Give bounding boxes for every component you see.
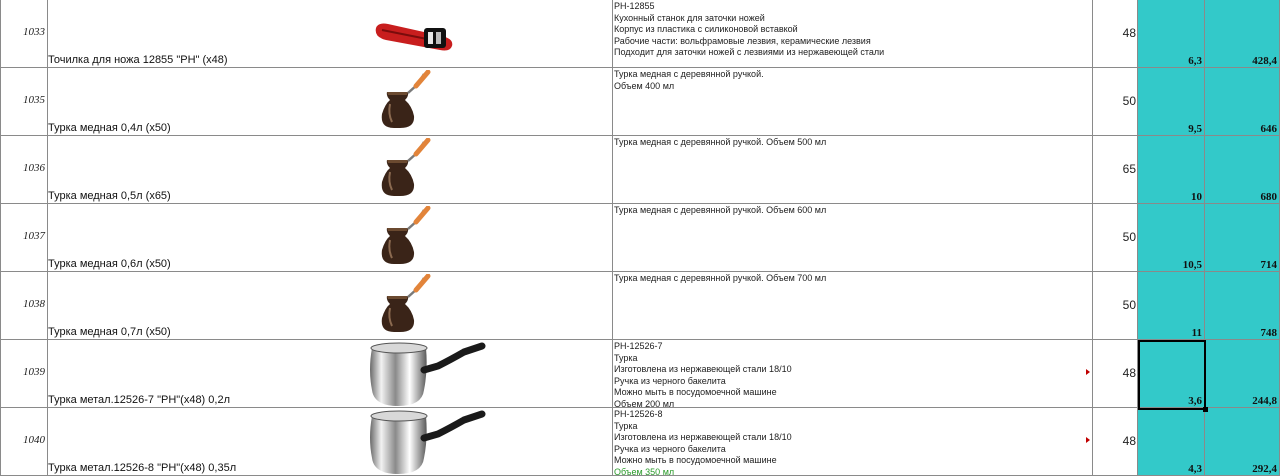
product-name: Точилка для ножа 12855 "РН" (х48) xyxy=(48,54,228,66)
unit-price: 11 xyxy=(1192,327,1202,339)
description-cell[interactable] xyxy=(613,136,1093,204)
quantity-value: 48 xyxy=(1123,366,1136,380)
description-line: РН-12526-8 xyxy=(614,409,1090,421)
total-price-cell[interactable] xyxy=(1205,204,1280,272)
table-row xyxy=(0,136,1280,204)
row-number: 1038 xyxy=(1,298,45,310)
unit-price-cell[interactable] xyxy=(1138,272,1205,340)
product-description xyxy=(614,137,1090,149)
quantity-cell[interactable] xyxy=(1093,68,1138,136)
selected-cell-outline xyxy=(1138,340,1206,410)
product-name: Турка медная 0,7л (х50) xyxy=(48,326,171,338)
total-price: 646 xyxy=(1261,123,1278,135)
product-name-cell[interactable] xyxy=(47,136,613,204)
unit-price: 10,5 xyxy=(1183,259,1202,271)
copper-cezve-image[interactable] xyxy=(372,274,438,338)
description-line: Турка xyxy=(614,353,1090,365)
quantity-cell[interactable] xyxy=(1093,204,1138,272)
comment-indicator-icon[interactable] xyxy=(1086,437,1090,443)
description-line: Корпус из пластика с силиконовой вставкой xyxy=(614,24,1090,36)
total-price-cell[interactable] xyxy=(1205,272,1280,340)
description-line: Турка xyxy=(614,421,1090,433)
description-line: Турка медная с деревянной ручкой. Объем 600 мл xyxy=(614,205,1090,217)
description-line: Объем 400 мл xyxy=(614,81,1090,93)
description-line: Турка медная с деревянной ручкой. xyxy=(614,69,1090,81)
product-name: Турка медная 0,6л (х50) xyxy=(48,258,171,270)
row-number-cell[interactable] xyxy=(0,204,48,272)
row-number: 1036 xyxy=(1,162,45,174)
row-number-cell[interactable] xyxy=(0,340,48,408)
row-number-cell[interactable] xyxy=(0,408,48,476)
quantity-value: 65 xyxy=(1123,162,1136,176)
total-price-cell[interactable] xyxy=(1205,340,1280,408)
quantity-cell[interactable] xyxy=(1093,136,1138,204)
product-description xyxy=(614,69,1090,92)
total-price: 244,8 xyxy=(1252,395,1277,407)
row-number-cell[interactable] xyxy=(0,0,48,68)
row-number: 1035 xyxy=(1,94,45,106)
total-price: 428,4 xyxy=(1252,55,1277,67)
total-price-cell[interactable] xyxy=(1205,136,1280,204)
product-description xyxy=(614,409,1090,476)
description-cell[interactable] xyxy=(613,408,1093,476)
knife-sharpener-image[interactable] xyxy=(372,6,460,68)
quantity-cell[interactable] xyxy=(1093,408,1138,476)
unit-price-cell[interactable] xyxy=(1138,68,1205,136)
description-line: Изготовлена из нержавеющей стали 18/10 xyxy=(614,364,1090,376)
description-cell[interactable] xyxy=(613,204,1093,272)
quantity-cell[interactable] xyxy=(1093,340,1138,408)
product-name-cell[interactable] xyxy=(47,0,613,68)
description-line: Кухонный станок для заточки ножей xyxy=(614,13,1090,25)
description-line: Подходит для заточки ножей с лезвиями из нержавеющей стали xyxy=(614,47,1090,59)
description-line: Объем 200 мл xyxy=(614,399,1090,409)
unit-price: 9,5 xyxy=(1188,123,1202,135)
copper-cezve-image[interactable] xyxy=(372,206,438,270)
quantity-value: 48 xyxy=(1123,26,1136,40)
row-number-cell[interactable] xyxy=(0,68,48,136)
unit-price: 10 xyxy=(1191,191,1202,203)
description-line: Изготовлена из нержавеющей стали 18/10 xyxy=(614,432,1090,444)
table-row xyxy=(0,204,1280,272)
product-name-cell[interactable] xyxy=(47,272,613,340)
total-price-cell[interactable] xyxy=(1205,408,1280,476)
quantity-value: 50 xyxy=(1123,230,1136,244)
product-name-cell[interactable] xyxy=(47,68,613,136)
description-line: Турка медная с деревянной ручкой. Объем 500 мл xyxy=(614,137,1090,149)
description-line: РН-12526-7 xyxy=(614,341,1090,353)
description-line: Рабочие части: вольфрамовые лезвия, керамические лезвия xyxy=(614,36,1090,48)
product-name: Турка метал.12526-7 "РН"(х48) 0,2л xyxy=(48,394,230,406)
fill-handle[interactable] xyxy=(1203,407,1208,412)
product-name-cell[interactable] xyxy=(47,340,613,408)
product-description xyxy=(614,341,1090,408)
row-number: 1037 xyxy=(1,230,45,242)
product-description xyxy=(614,273,1090,285)
unit-price: 4,3 xyxy=(1188,463,1202,475)
unit-price: 6,3 xyxy=(1188,55,1202,67)
row-number-cell[interactable] xyxy=(0,136,48,204)
table-row xyxy=(0,0,1280,68)
description-cell[interactable] xyxy=(613,0,1093,68)
unit-price-cell[interactable] xyxy=(1138,136,1205,204)
product-name: Турка медная 0,4л (х50) xyxy=(48,122,171,134)
product-name: Турка медная 0,5л (х65) xyxy=(48,190,171,202)
description-cell[interactable] xyxy=(613,340,1093,408)
description-line: Объем 350 мл xyxy=(614,467,1090,476)
product-name-cell[interactable] xyxy=(47,204,613,272)
total-price: 680 xyxy=(1261,191,1278,203)
description-cell[interactable] xyxy=(613,272,1093,340)
row-number: 1039 xyxy=(1,366,45,378)
quantity-cell[interactable] xyxy=(1093,272,1138,340)
copper-cezve-image[interactable] xyxy=(372,70,438,134)
row-number: 1040 xyxy=(1,434,45,446)
product-name: Турка метал.12526-8 "РН"(х48) 0,35л xyxy=(48,462,236,474)
description-line: Можно мыть в посудомоечной машине xyxy=(614,455,1090,467)
product-description xyxy=(614,1,1090,59)
description-line: Ручка из черного бакелита xyxy=(614,444,1090,456)
total-price: 748 xyxy=(1261,327,1278,339)
unit-price: 3,6 xyxy=(1188,395,1202,407)
quantity-value: 50 xyxy=(1123,94,1136,108)
quantity-value: 48 xyxy=(1123,434,1136,448)
description-cell[interactable] xyxy=(613,68,1093,136)
table-row xyxy=(0,340,1280,408)
description-line: РН-12855 xyxy=(614,1,1090,13)
description-line: Ручка из черного бакелита xyxy=(614,376,1090,388)
description-line: Турка медная с деревянной ручкой. Объем 700 мл xyxy=(614,273,1090,285)
quantity-value: 50 xyxy=(1123,298,1136,312)
total-price-cell[interactable] xyxy=(1205,0,1280,68)
table-row xyxy=(0,408,1280,476)
total-price-cell[interactable] xyxy=(1205,68,1280,136)
table-row xyxy=(0,272,1280,340)
row-number: 1033 xyxy=(1,26,45,38)
description-line: Можно мыть в посудомоечной машине xyxy=(614,387,1090,399)
unit-price-cell[interactable] xyxy=(1138,204,1205,272)
unit-price-cell[interactable] xyxy=(1138,0,1205,68)
comment-indicator-icon[interactable] xyxy=(1086,369,1090,375)
copper-cezve-image[interactable] xyxy=(372,138,438,202)
row-number-cell[interactable] xyxy=(0,272,48,340)
steel-cezve-image[interactable] xyxy=(368,340,488,408)
product-name-cell[interactable] xyxy=(47,408,613,476)
unit-price-cell[interactable] xyxy=(1138,408,1205,476)
table-row xyxy=(0,68,1280,136)
steel-cezve-image[interactable] xyxy=(368,408,488,476)
product-description xyxy=(614,205,1090,217)
total-price: 292,4 xyxy=(1252,463,1277,475)
quantity-cell[interactable] xyxy=(1093,0,1138,68)
total-price: 714 xyxy=(1261,259,1278,271)
